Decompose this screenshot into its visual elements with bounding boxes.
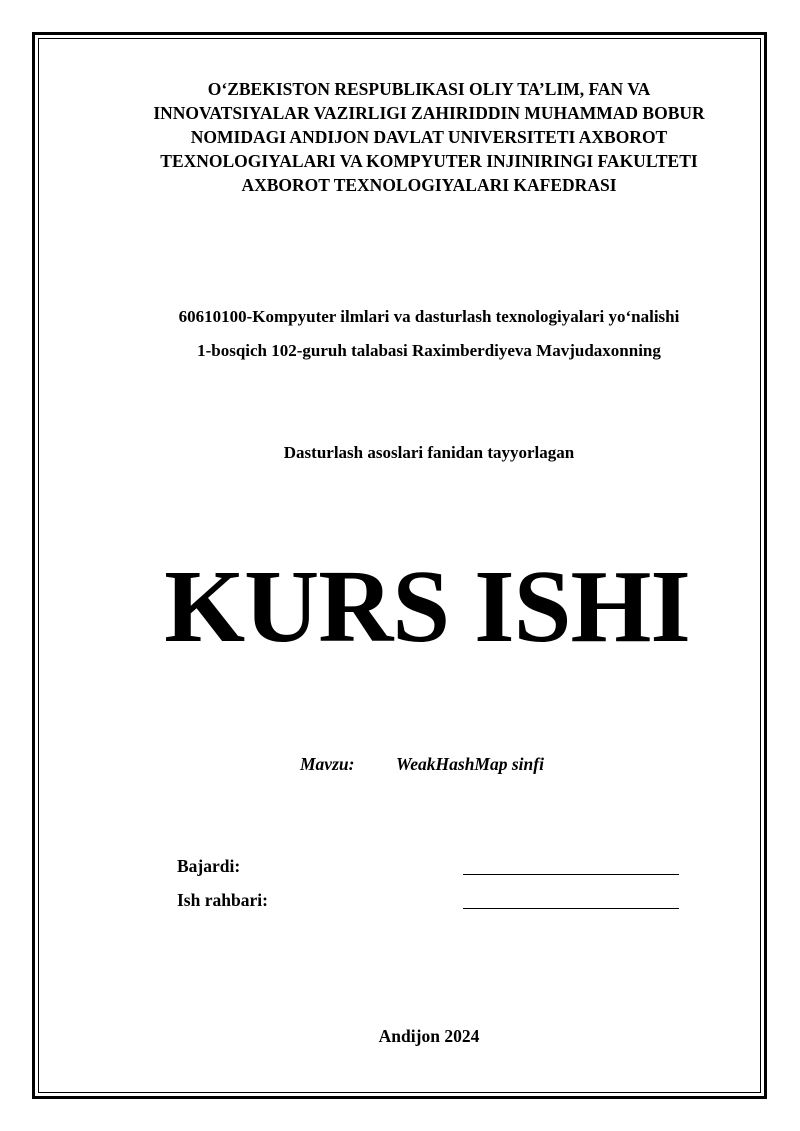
header-line: INNOVATSIYALAR VAZIRLIGI ZAHIRIDDIN MUHAMMAD BOBUR	[153, 103, 705, 123]
subject-line: Dasturlash asoslari fanidan tayyorlagan	[283, 443, 575, 462]
performed-by-signature-line	[463, 874, 679, 875]
document-title: KURS ISHI	[164, 549, 690, 664]
supervisor-label: Ish rahbari:	[177, 890, 268, 910]
header-line: TEXNOLOGIYALARI VA KOMPYUTER INJINIRINGI FAKULTETI	[160, 151, 698, 171]
program-line: 60610100-Kompyuter ilmlari va dasturlash texnologiyalari yo‘nalishi	[178, 307, 680, 326]
performed-by-label: Bajardi:	[177, 856, 241, 876]
student-line: 1-bosqich 102-guruh talabasi Raximberdiyeva Mavjudaxonning	[197, 341, 661, 360]
header-line: O‘ZBEKISTON RESPUBLIKASI OLIY TA’LIM, FAN VA	[207, 79, 651, 99]
topic-label: Mavzu:	[300, 754, 355, 774]
topic-value: WeakHashMap sinfi	[396, 754, 544, 774]
header-line: NOMIDAGI ANDIJON DAVLAT UNIVERSITETI AXBOROT	[190, 127, 668, 147]
supervisor-signature-line	[463, 908, 679, 909]
header-line: AXBOROT TEXNOLOGIYALARI KAFEDRASI	[241, 175, 617, 195]
institution-header	[100, 77, 758, 197]
footer-place-year: Andijon 2024	[378, 1026, 480, 1046]
